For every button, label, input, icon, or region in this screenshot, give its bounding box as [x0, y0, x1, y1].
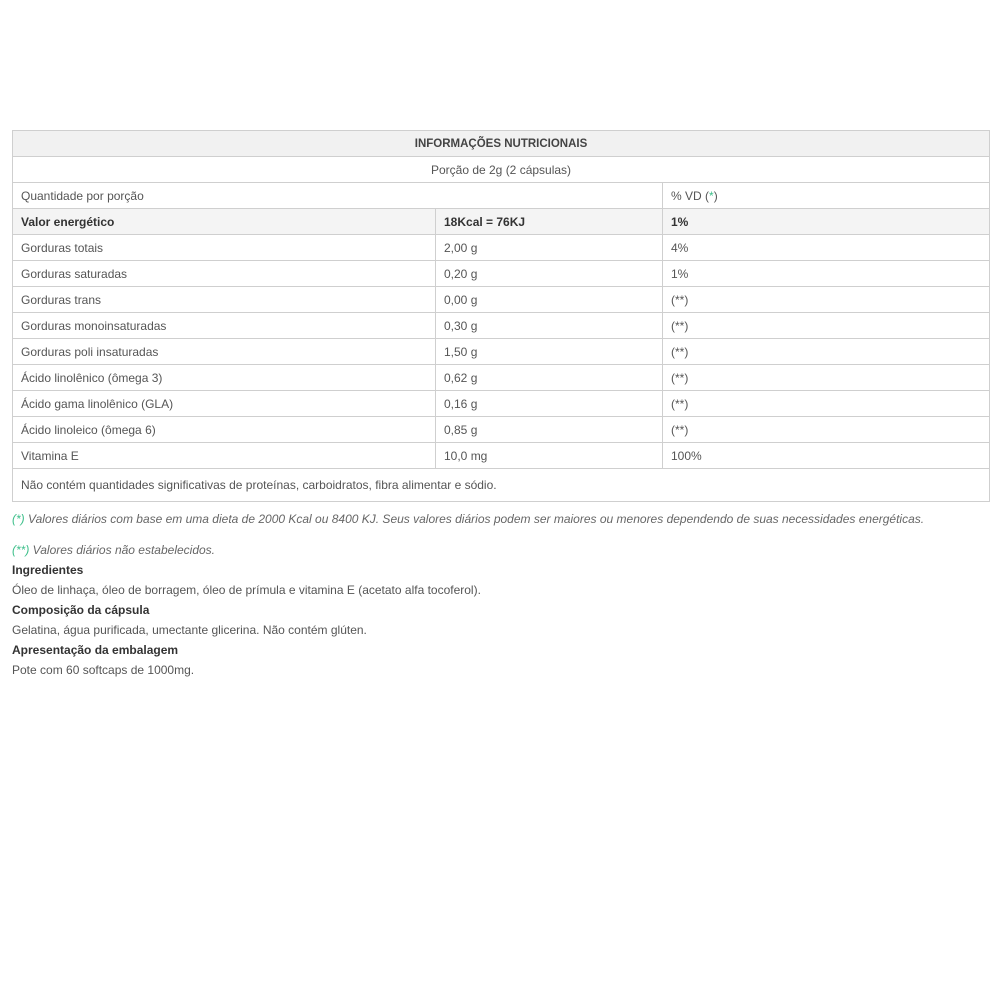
nutrient-vd: (**): [663, 417, 990, 443]
notes-section: [12, 509, 992, 680]
footnote-text-single: Valores diários com base em uma dieta de 2000 Kcal ou 8400 KJ. Seus valores diários podem ser maiores ou menores dependendo de suas necessidades energéticas.: [24, 512, 925, 526]
table-row: [13, 417, 990, 443]
table-row: [13, 261, 990, 287]
nutrient-name: Ácido linolênico (ômega 3): [13, 365, 436, 391]
nutrient-vd: 1%: [663, 261, 990, 287]
energy-name: Valor energético: [13, 209, 436, 235]
nutrient-vd: 4%: [663, 235, 990, 261]
capsule-heading: Composição da cápsula: [12, 603, 150, 617]
nutrient-vd: 100%: [663, 443, 990, 469]
ingredients-text: Óleo de linhaça, óleo de borragem, óleo de prímula e vitamina E (acetato alfa tocoferol).: [12, 583, 481, 597]
table-row: [13, 313, 990, 339]
footnote-mark-single: (*): [12, 512, 25, 526]
portion-row: [13, 157, 990, 183]
footnote-not-established: [12, 540, 992, 560]
nutrient-amount: 0,30 g: [436, 313, 663, 339]
energy-amount: 18Kcal = 76KJ: [436, 209, 663, 235]
table-row: [13, 365, 990, 391]
nutrient-name: Gorduras poli insaturadas: [13, 339, 436, 365]
footnote-mark-double: (**): [12, 543, 30, 557]
nutrient-vd: (**): [663, 365, 990, 391]
nutrient-amount: 0,62 g: [436, 365, 663, 391]
nutrient-amount: 1,50 g: [436, 339, 663, 365]
table-title-row: [13, 131, 990, 157]
table-row: [13, 443, 990, 469]
vd-marker: *: [709, 188, 714, 203]
nutrient-name: Gorduras trans: [13, 287, 436, 313]
packaging-heading: Apresentação da embalagem: [12, 643, 179, 657]
nutrient-amount: 0,20 g: [436, 261, 663, 287]
nutrient-vd: (**): [663, 287, 990, 313]
nutrient-amount: 0,00 g: [436, 287, 663, 313]
nutrient-name: Vitamina E: [13, 443, 436, 469]
vd-close: ): [713, 188, 718, 203]
packaging-text: Pote com 60 softcaps de 1000mg.: [12, 663, 195, 677]
nutrient-amount: 2,00 g: [436, 235, 663, 261]
table-row: [13, 235, 990, 261]
quantity-label: Quantidade por porção: [13, 183, 663, 209]
nutrient-vd: (**): [663, 313, 990, 339]
nutrition-table: [12, 130, 990, 502]
energy-row: [13, 209, 990, 235]
table-row: [13, 339, 990, 365]
nutrient-amount: 10,0 mg: [436, 443, 663, 469]
nutrient-name: Ácido gama linolênico (GLA): [13, 391, 436, 417]
energy-vd: 1%: [663, 209, 990, 235]
quantity-header-row: [13, 183, 990, 209]
nutrient-name: Gorduras monoinsaturadas: [13, 313, 436, 339]
portion-size: Porção de 2g (2 cápsulas): [13, 157, 990, 183]
table-row: [13, 287, 990, 313]
nutrient-amount: 0,16 g: [436, 391, 663, 417]
table-row: [13, 391, 990, 417]
table-note-row: [13, 469, 990, 502]
vd-label: [663, 183, 990, 209]
table-title: INFORMAÇÕES NUTRICIONAIS: [13, 131, 990, 157]
nutrient-vd: (**): [663, 391, 990, 417]
nutrient-vd: (**): [663, 339, 990, 365]
nutrient-name: Gorduras saturadas: [13, 261, 436, 287]
footnote-daily-values: [12, 509, 992, 529]
vd-label-text: % VD (: [671, 188, 710, 203]
footnote-text-double: Valores diários não estabelecidos.: [29, 543, 216, 557]
nutrient-amount: 0,85 g: [436, 417, 663, 443]
capsule-text: Gelatina, água purificada, umectante glicerina. Não contém glúten.: [12, 623, 367, 637]
table-note: Não contém quantidades significativas de proteínas, carboidratos, fibra alimentar e sódio.: [13, 469, 990, 502]
nutrient-name: Gorduras totais: [13, 235, 436, 261]
ingredients-heading: Ingredientes: [12, 563, 84, 577]
nutrient-name: Ácido linoleico (ômega 6): [13, 417, 436, 443]
